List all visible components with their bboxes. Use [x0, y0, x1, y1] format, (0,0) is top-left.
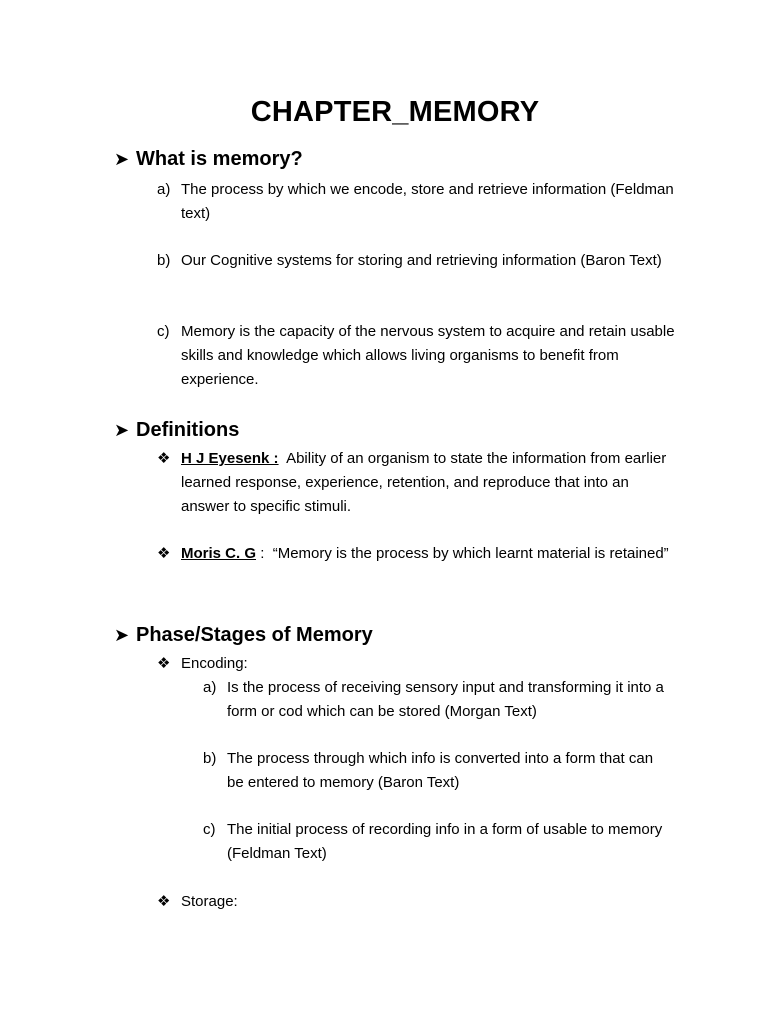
phase-label-text: Storage:	[181, 893, 238, 910]
list-item	[157, 249, 677, 273]
diamond-bullet-icon: ❖	[157, 450, 171, 467]
list-item-text: The process through which info is converted into a form that can be entered to memory (Baron Text)	[227, 750, 654, 791]
list-item-text: The process by which we encode, store and retrieve information (Feldman text)	[181, 181, 674, 222]
phase-label-encoding	[157, 652, 677, 676]
list-item	[157, 178, 677, 226]
list-marker: c)	[203, 821, 216, 838]
list-item	[157, 320, 677, 392]
section-heading-what-is-memory	[114, 148, 303, 171]
definition-body: Ability of an organism to state the information from earlier learned response, experience, retention, and reproduce that into an answer to specific stimuli.	[181, 450, 667, 515]
list-marker: b)	[203, 750, 217, 767]
definition-author: Moris C. G	[181, 545, 257, 562]
arrow-bullet-icon: ➤	[114, 149, 130, 169]
list-item-text: The initial process of recording info in a form of usable to memory (Feldman Text)	[227, 821, 663, 862]
list-item	[203, 747, 673, 795]
list-marker: b)	[157, 252, 171, 269]
diamond-bullet-icon: ❖	[157, 545, 171, 562]
arrow-bullet-icon: ➤	[114, 625, 130, 645]
list-item	[203, 818, 673, 866]
section-heading-phases	[114, 624, 373, 647]
phase-label-storage	[157, 890, 677, 914]
heading-text: Phase/Stages of Memory	[136, 624, 373, 646]
definition-item	[157, 542, 677, 566]
definition-text	[181, 447, 677, 519]
list-item-text: Memory is the capacity of the nervous system to acquire and retain usable skills and knowledge which allows living organisms to benefit from experience.	[181, 323, 675, 388]
list-item-text: Our Cognitive systems for storing and retrieving information (Baron Text)	[181, 252, 662, 269]
page-title: CHAPTER_MEMORY	[250, 96, 540, 128]
section-heading-definitions	[114, 419, 239, 442]
list-item-text: Is the process of receiving sensory input and transforming it into a form or cod which can be stored (Morgan Text)	[227, 679, 664, 720]
heading-text: Definitions	[136, 419, 240, 441]
heading-text: What is memory?	[136, 148, 303, 170]
definition-author: H J Eyesenk :	[181, 450, 279, 467]
list-marker: a)	[203, 679, 217, 696]
arrow-bullet-icon: ➤	[114, 420, 130, 440]
list-marker: a)	[157, 181, 171, 198]
diamond-bullet-icon: ❖	[157, 655, 171, 672]
list-marker: c)	[157, 323, 170, 340]
list-item	[203, 676, 673, 724]
definition-separator: :	[260, 545, 265, 562]
phase-label-text: Encoding:	[181, 655, 248, 672]
definition-text	[181, 542, 677, 566]
definition-body: “Memory is the process by which learnt material is retained”	[272, 545, 669, 562]
definition-item	[157, 447, 677, 519]
diamond-bullet-icon: ❖	[157, 893, 171, 910]
